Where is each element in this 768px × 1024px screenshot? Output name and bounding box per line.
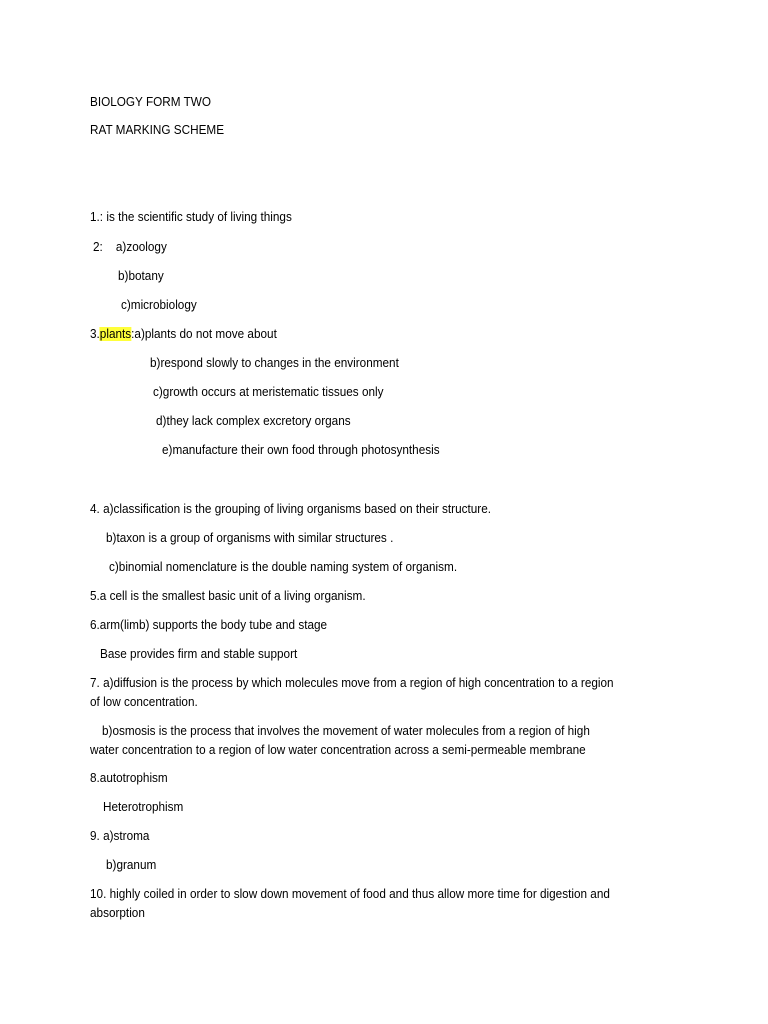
answer-4a: 4. a)classification is the grouping of living organisms based on their structure.	[90, 502, 492, 516]
answer-6a: 6.arm(limb) supports the body tube and stage	[90, 618, 328, 632]
answer-3a-text: :a)plants do not move about	[131, 327, 277, 341]
answer-2b: b)botany	[118, 269, 164, 283]
answer-5: 5.a cell is the smallest basic unit of a living organism.	[90, 589, 366, 603]
answer-10-line-2: absorption	[90, 906, 145, 920]
highlighted-word: plants	[99, 327, 132, 341]
answer-8a: 8.autotrophism	[90, 771, 168, 785]
answer-3-number: 3.	[90, 327, 100, 341]
answer-3e: e)manufacture their own food through photosynthesis	[162, 443, 440, 457]
answer-3b: b)respond slowly to changes in the environment	[150, 356, 399, 370]
answer-7b-line-2: water concentration to a region of low water concentration across a semi-permeable membrane	[90, 743, 586, 757]
document-subtitle: RAT MARKING SCHEME	[90, 123, 225, 137]
answer-7b-line-1: b)osmosis is the process that involves the movement of water molecules from a region of high	[102, 724, 590, 738]
answer-3c: c)growth occurs at meristematic tissues only	[153, 385, 384, 399]
answer-8b: Heterotrophism	[103, 800, 184, 814]
answer-2a	[93, 238, 167, 257]
answer-6b: Base provides firm and stable support	[100, 647, 298, 661]
answer-1-text: : is the scientific study of living things	[99, 210, 292, 224]
answer-7a-line-1: 7. a)diffusion is the process by which molecules move from a region of high concentration to a region	[90, 676, 614, 690]
answer-2-number: 2:	[93, 240, 103, 254]
answer-4c: c)binomial nomenclature is the double naming system of organism.	[109, 560, 458, 574]
answer-1	[90, 208, 292, 227]
answer-1-number: 1.	[90, 210, 100, 224]
answer-9b: b)granum	[106, 858, 157, 872]
answer-2a-text: a)zoology	[115, 240, 167, 254]
answer-3a	[90, 325, 277, 344]
answer-3d: d)they lack complex excretory organs	[156, 414, 351, 428]
answer-7a-line-2: of low concentration.	[90, 695, 198, 709]
answer-10-line-1: 10. highly coiled in order to slow down movement of food and thus allow more time for digestion and	[90, 887, 610, 901]
answer-2c: c)microbiology	[121, 298, 197, 312]
answer-9a: 9. a)stroma	[90, 829, 150, 843]
document-title: BIOLOGY FORM TWO	[90, 95, 211, 109]
answer-4b: b)taxon is a group of organisms with similar structures .	[106, 531, 394, 545]
